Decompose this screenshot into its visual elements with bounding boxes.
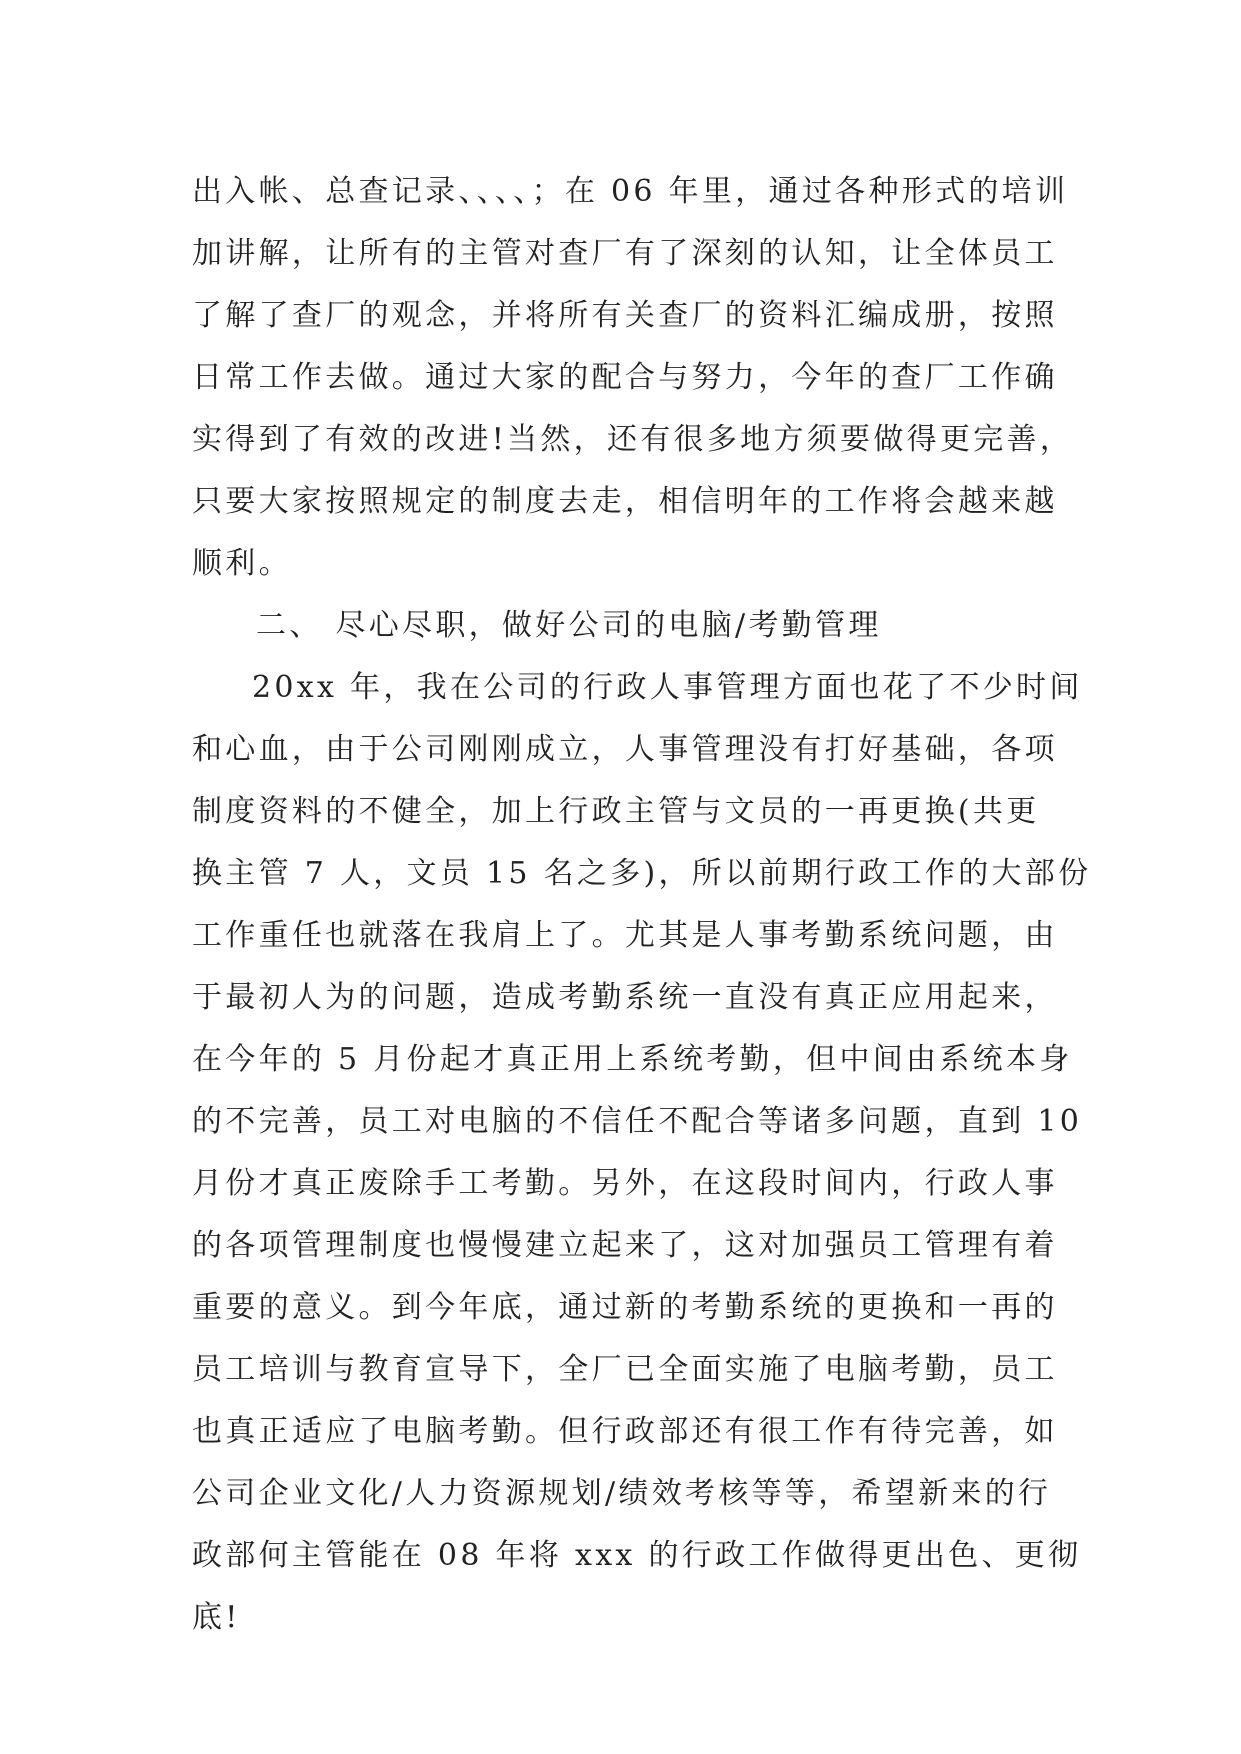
paragraph-line: 的各项管理制度也慢慢建立起来了，这对加强员工管理有着 <box>192 1228 1058 1263</box>
section-heading: 二、 尽心尽职，做好公司的电脑/考勤管理 <box>256 608 882 643</box>
paragraph-line: 于最初人为的问题，造成考勤系统一直没有真正应用起来， <box>192 980 1058 1015</box>
paragraph-line: 只要大家按照规定的制度去走，相信明年的工作将会越来越 <box>192 484 1058 519</box>
paragraph-line: 实得到了有效的改进!当然，还有很多地方须要做得更完善， <box>192 422 1074 457</box>
paragraph-line: 的不完善，员工对电脑的不信任不配合等诸多问题，直到 10 <box>192 1104 1083 1139</box>
paragraph-line: 出入帐、总查记录、、、、；在 06 年里，通过各种形式的培训 <box>192 174 1069 209</box>
paragraph-line: 月份才真正废除手工考勤。另外，在这段时间内，行政人事 <box>192 1166 1058 1201</box>
paragraph-line: 了解了查厂的观念，并将所有关查厂的资料汇编成册，按照 <box>192 298 1058 333</box>
paragraph-line: 公司企业文化/人力资源规划/绩效考核等等，希望新来的行 <box>192 1476 1052 1511</box>
paragraph-line: 日常工作去做。通过大家的配合与努力，今年的查厂工作确 <box>192 360 1058 395</box>
document-body <box>192 161 1092 1649</box>
paragraph-line: 员工培训与教育宣导下，全厂已全面实施了电脑考勤，员工 <box>192 1352 1058 1387</box>
paragraph-line: 换主管 7 人，文员 15 名之多)，所以前期行政工作的大部份 <box>192 856 1092 891</box>
paragraph-line: 制度资料的不健全，加上行政主管与文员的一再更换(共更 <box>192 794 1040 829</box>
paragraph-line: 20xx 年，我在公司的行政人事管理方面也花了不少时间 <box>252 670 1083 705</box>
paragraph-line: 在今年的 5 月份起才真正用上系统考勤，但中间由系统本身 <box>192 1042 1073 1077</box>
paragraph-line: 也真正适应了电脑考勤。但行政部还有很工作有待完善，如 <box>192 1414 1058 1449</box>
paragraph-line: 加讲解，让所有的主管对查厂有了深刻的认知，让全体员工 <box>192 236 1058 271</box>
paragraph-line: 顺利。 <box>192 546 292 581</box>
paragraph-line: 工作重任也就落在我肩上了。尤其是人事考勤系统问题，由 <box>192 918 1058 953</box>
paragraph-line: 政部何主管能在 08 年将 xxx 的行政工作做得更出色、更彻 <box>192 1538 1082 1573</box>
paragraph-line: 底! <box>192 1600 241 1635</box>
paragraph-line: 重要的意义。到今年底，通过新的考勤系统的更换和一再的 <box>192 1290 1058 1325</box>
paragraph-line: 和心血，由于公司刚刚成立，人事管理没有打好基础，各项 <box>192 732 1058 767</box>
